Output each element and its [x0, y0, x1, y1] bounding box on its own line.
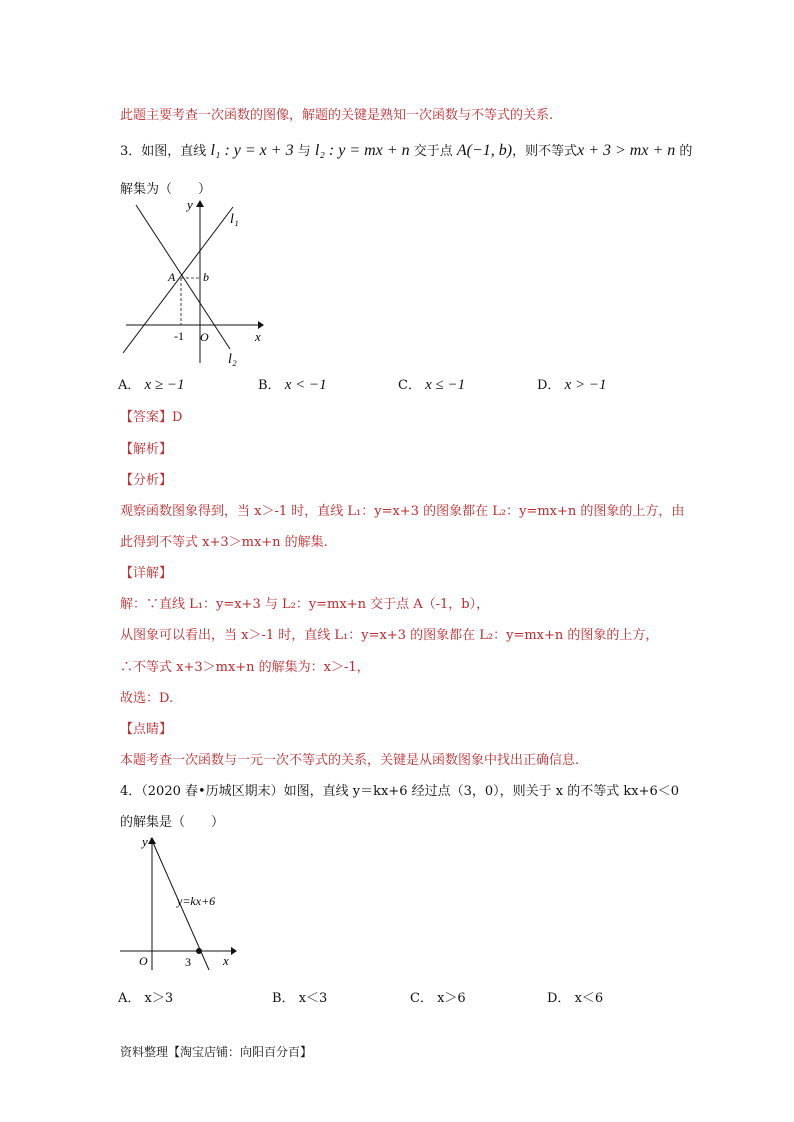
xiangjie-heading: 【详解】 [120, 566, 173, 581]
option-text: x＜6 [574, 991, 604, 1006]
x-axis-label: x [255, 329, 261, 344]
q3-option-d [537, 374, 606, 394]
q3-stem-d: ，则不等式 [512, 144, 578, 159]
option-letter: A． [118, 378, 141, 393]
option-text: x＞3 [144, 991, 174, 1006]
q4-option-b [272, 987, 327, 1006]
footer: 资料整理【淘宝店铺：向阳百分百】 [120, 1045, 313, 1059]
detail-line-3: ∴不等式 x+3＞mx+n 的解集为：x＞-1， [120, 660, 370, 675]
jiexi-heading: 【解析】 [120, 442, 173, 457]
option-letter: B． [272, 991, 295, 1006]
neg1-label: -1 [174, 329, 184, 343]
q3-option-b [258, 374, 327, 394]
option-text: x < −1 [284, 377, 327, 393]
y-axis-label: y [187, 197, 193, 212]
dianjing-text: 本题考查一次函数与一元一次不等式的关系，关键是从函数图象中找出正确信息. [120, 753, 580, 768]
fenxi-heading: 【分析】 [120, 473, 173, 488]
x-axis-arrow [258, 321, 264, 329]
q3-stem-e: 的 [679, 144, 693, 159]
x-axis-arrow [231, 947, 237, 955]
line-label: y=kx+6 [177, 894, 216, 908]
y-axis-arrow [196, 200, 204, 207]
l2-equation: l₂ : y = mx + n [314, 142, 410, 159]
point-a: A(−1, b) [456, 142, 513, 159]
fenxi-line-2: 此得到不等式 x+3＞mx+n 的解集. [120, 535, 328, 550]
option-text: x > −1 [564, 377, 607, 393]
detail-line-2: 从图象可以看出，当 x＞-1 时，直线 L₁：y=x+3 的图象都在 L₂：y=mx+n 的图象的上方， [120, 628, 659, 643]
inequality: x + 3 > mx + n [577, 142, 676, 159]
detail-line-4: 故选：D. [120, 691, 174, 706]
q3-option-c [398, 374, 465, 394]
dianjing-heading: 【点睛】 [120, 722, 173, 737]
intercept-point [196, 948, 202, 954]
prev-summary: 此题主要考查一次函数的图像，解题的关键是熟知一次函数与不等式的关系. [120, 108, 554, 123]
origin-label: O [139, 954, 148, 968]
q3-option-a [118, 374, 185, 394]
origin-label: O [200, 330, 209, 344]
option-letter: B． [258, 378, 281, 393]
q3-stem-b: 与 [297, 144, 311, 159]
q4-option-c [410, 987, 466, 1006]
option-letter: A． [118, 991, 141, 1006]
x-axis-label: x [223, 953, 229, 968]
point-a-label: A [168, 270, 176, 284]
option-letter: C． [410, 991, 433, 1006]
y-axis-label: y [142, 834, 148, 849]
q3-stem-line2: 解集为（ ） [120, 182, 212, 197]
b-label: b [203, 270, 209, 284]
option-text: x＞6 [437, 991, 466, 1006]
option-letter: D． [537, 378, 561, 393]
q3-number: 3． [120, 144, 142, 159]
detail-line-1: 解：∵直线 L₁：y=x+3 与 L₂：y=mx+n 交于点 A（-1，b）， [120, 597, 490, 612]
option-letter: D． [547, 991, 571, 1006]
option-text: x ≤ −1 [425, 377, 466, 393]
q4-option-a [118, 987, 173, 1006]
option-letter: C． [398, 378, 421, 393]
option-text: x＜3 [298, 991, 328, 1006]
l1-equation: l₁ : y = x + 3 [210, 142, 294, 159]
q3-stem-c: 交于点 [413, 144, 453, 159]
line-l2 [136, 205, 230, 349]
q4-option-d [547, 987, 603, 1006]
q4-stem-line1: 4．（2020 春•历城区期末）如图，直线 y＝kx+6 经过点（3，0），则关于 x 的不等式 kx+6＜0 [120, 784, 680, 799]
l1-label: l₁ [230, 212, 239, 227]
fenxi-line-1: 观察函数图象得到，当 x＞-1 时，直线 L₁：y=x+3 的图象都在 L₂：y=mx+n 的图象的上方，由 [120, 504, 685, 519]
three-label: 3 [185, 955, 191, 969]
answer: 【答案】D [120, 410, 183, 425]
q4-stem-line2: 的解集是（ ） [120, 815, 225, 830]
q3-figure [118, 195, 268, 370]
q3-stem-a: 如图，直线 [141, 144, 207, 159]
q4-figure [115, 830, 250, 980]
l2-label: l₂ [228, 352, 237, 367]
q3-stem [120, 140, 692, 160]
option-text: x ≥ −1 [144, 377, 185, 393]
